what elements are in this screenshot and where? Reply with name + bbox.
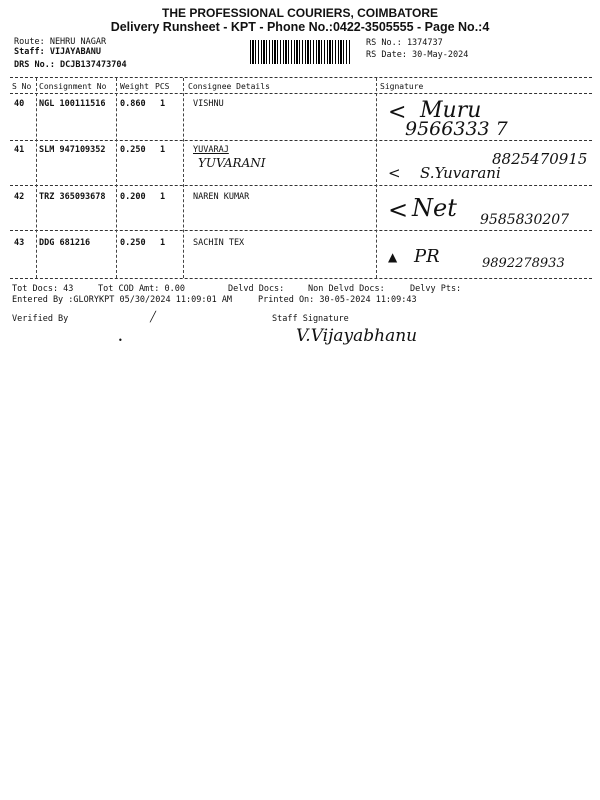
entered-by: Entered By :GLORYKPT 05/30/2024 11:09:01 AM [12,295,233,305]
row-weight: 0.200 [120,192,146,202]
drs-number: DRS No.: DCJB137473704 [14,60,127,70]
col-header-consignee: Consignee Details [188,82,270,91]
table-top-rule [10,77,592,78]
col-divider [183,78,184,278]
row-consignee: SACHIN TEX [193,238,245,248]
col-divider [36,78,37,278]
company-title: THE PROFESSIONAL COURIERS, COIMBATORE [161,6,439,20]
row-signature: S.Yuvarani [420,164,501,182]
row-handwritten-name: YUVARANI [198,156,266,170]
col-header-pcs: PCS [155,82,170,91]
row-signature: Muru [420,98,482,123]
row-weight: 0.860 [120,99,146,109]
delvy-pts: Delvy Pts: [410,284,462,294]
row-rule [10,140,592,141]
row-pcs: 1 [160,99,166,109]
table-bottom-rule [10,278,592,279]
row-phone: 9585830207 [480,212,570,228]
header-rule [10,93,592,94]
row-pcs: 1 [160,145,166,155]
printed-on: Printed On: 30-05-2024 11:09:43 [258,295,417,305]
row-pcs: 1 [160,238,166,248]
tot-docs: Tot Docs: 43 [12,284,74,294]
row-consignment: SLM 947109352 [39,145,106,155]
col-divider [116,78,117,278]
runsheet-subtitle: Delivery Runsheet - KPT - Phone No.:0422-3505555 - Page No.:4 [110,20,490,34]
row-rule [10,185,592,186]
col-header-sno: S No [12,82,32,91]
verified-by: Verified By [12,314,69,324]
row-phone: 9566333 7 [405,118,508,140]
row-sno: 43 [14,238,25,248]
row-weight: 0.250 [120,145,146,155]
row-consignment: NGL 100111516 [39,99,106,109]
row-sno: 41 [14,145,25,155]
row-phone: 8825470915 [492,150,588,168]
row-sno: 42 [14,192,25,202]
route-label: Route: NEHRU NAGAR [14,37,107,47]
staff-signature-label: Staff Signature [272,314,349,324]
tot-cod-amt: Tot COD Amt: 0.00 [98,284,185,294]
row-consignment: DDG 681216 [39,238,91,248]
staff-signature: V.Vijayabhanu [296,326,418,346]
row-rule [10,230,592,231]
col-header-consignment: Consignment No [39,82,107,91]
row-weight: 0.250 [120,238,146,248]
row-consignee: YUVARAJ [193,145,229,155]
row-signature: Net [412,194,457,222]
staff-label: Staff: VIJAYABANU [14,47,101,57]
col-divider [376,78,377,278]
row-phone: 9892278933 [482,256,565,271]
non-delvd-docs: Non Delvd Docs: [308,284,385,294]
barcode [250,40,350,64]
row-pcs: 1 [160,192,166,202]
rs-number: RS No.: 1374737 [366,38,443,48]
col-header-weight: Weight [120,82,149,91]
rs-date: RS Date: 30-May-2024 [366,50,469,60]
row-consignment: TRZ 365093678 [39,192,106,202]
col-header-signature: Signature [380,82,424,91]
row-consignee: VISHNU [193,99,224,109]
row-consignee: NAREN KUMAR [193,192,250,202]
row-signature: PR [414,246,440,267]
delvd-docs: Delvd Docs: [228,284,285,294]
row-sno: 40 [14,99,25,109]
